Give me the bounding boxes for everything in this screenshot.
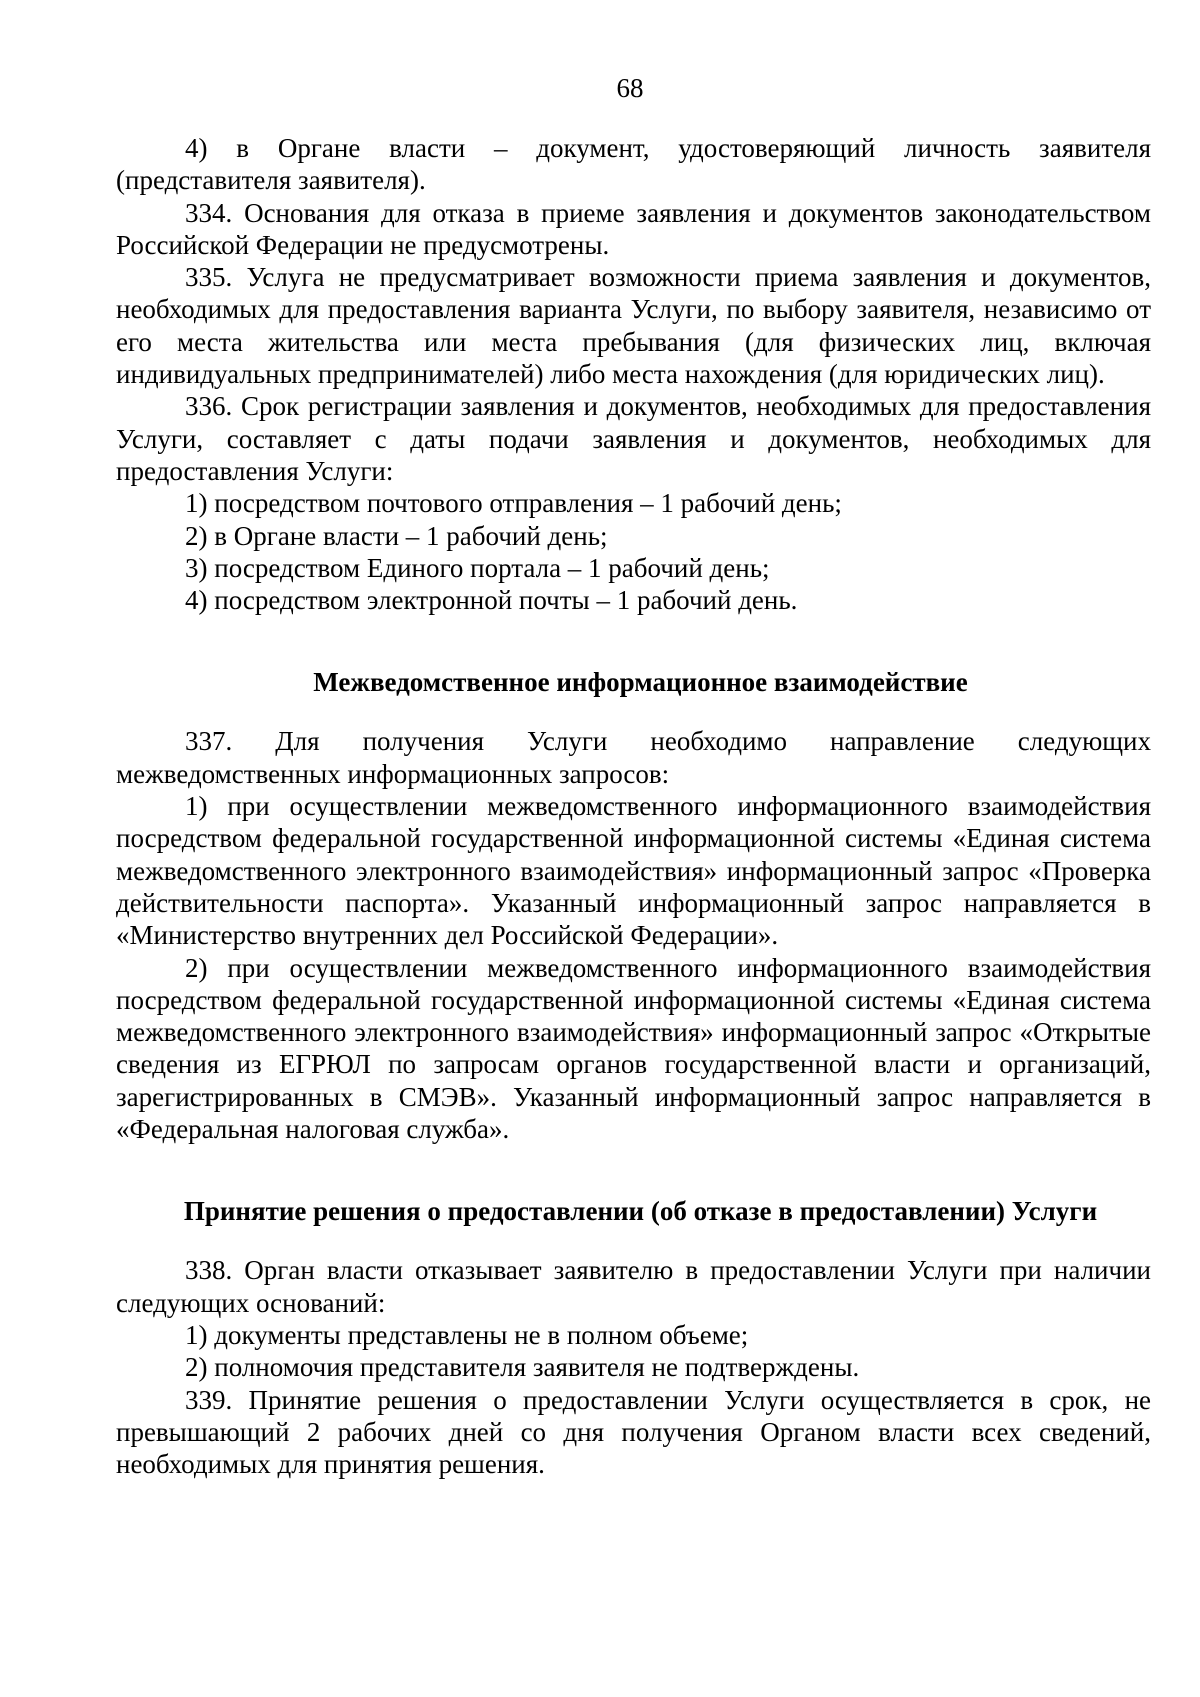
- paragraph-338: 338. Орган власти отказывает заявителю в предоставлении Услуги при наличии следующих оснований:: [116, 1255, 1151, 1318]
- list-item-338-2: 2) полномочия представителя заявителя не подтверждены.: [185, 1352, 860, 1383]
- section-heading-decision: Принятие решения о предоставлении (об отказе в предоставлении) Услуги: [183, 1196, 1098, 1227]
- document-body: [116, 132, 1151, 1480]
- paragraph-334: 334. Основания для отказа в приеме заявления и документов законодательством Российской Федерации не предусмотрены.: [116, 197, 1151, 260]
- list-item-337-2: 2) при осуществлении межведомственного информационного взаимодействия посредством федеральной государственной информационной системы «Единая система межведомственного электронного взаимодействия» информационный запрос «Открытые сведения из ЕГРЮЛ по запросам органов государственной власти и организаций, зарегистрированных в СМЭВ». Указанный информационный запрос направляется в «Федеральная налоговая служба».: [116, 952, 1151, 1145]
- list-item-338-1: 1) документы представлены не в полном объеме;: [185, 1319, 749, 1350]
- list-item-336-4: 4) посредством электронной почты – 1 рабочий день.: [185, 585, 798, 616]
- paragraph-339: 339. Принятие решения о предоставлении Услуги осуществляется в срок, не превышающий 2 рабочих дней со дня получения Органом власти всех сведений, необходимых для принятия решения.: [116, 1384, 1151, 1480]
- list-item-337-1: 1) при осуществлении межведомственного информационного взаимодействия посредством федеральной государственной информационной системы «Единая система межведомственного электронного взаимодействия» информационный запрос «Проверка действительности паспорта». Указанный информационный запрос направляется в «Министерство внутренних дел Российской Федерации».: [116, 791, 1151, 951]
- paragraph-337: 337. Для получения Услуги необходимо направление следующих межведомственных информационных запросов:: [116, 726, 1151, 789]
- paragraph-336: 336. Срок регистрации заявления и документов, необходимых для предоставления Услуги, составляет с даты подачи заявления и документов, необходимых для предоставления Услуги:: [116, 391, 1151, 486]
- list-item-336-3: 3) посредством Единого портала – 1 рабочий день;: [185, 552, 770, 583]
- page-number: 68: [616, 73, 644, 103]
- list-item-336-2: 2) в Органе власти – 1 рабочий день;: [185, 520, 608, 551]
- section-heading-interagency: Межведомственное информационное взаимодействие: [313, 667, 968, 698]
- paragraph-4-identity-document: 4) в Органе власти – документ, удостоверяющий личность заявителя (представителя заявителя).: [116, 133, 1151, 196]
- list-item-336-1: 1) посредством почтового отправления – 1 рабочий день;: [185, 488, 842, 519]
- paragraph-335: 335. Услуга не предусматривает возможности приема заявления и документов, необходимых для предоставления варианта Услуги, по выбору заявителя, независимо от его места жительства или места пребывания (для физических лиц, включая индивидуальных предпринимателей) либо места нахождения (для юридических лиц).: [116, 262, 1151, 390]
